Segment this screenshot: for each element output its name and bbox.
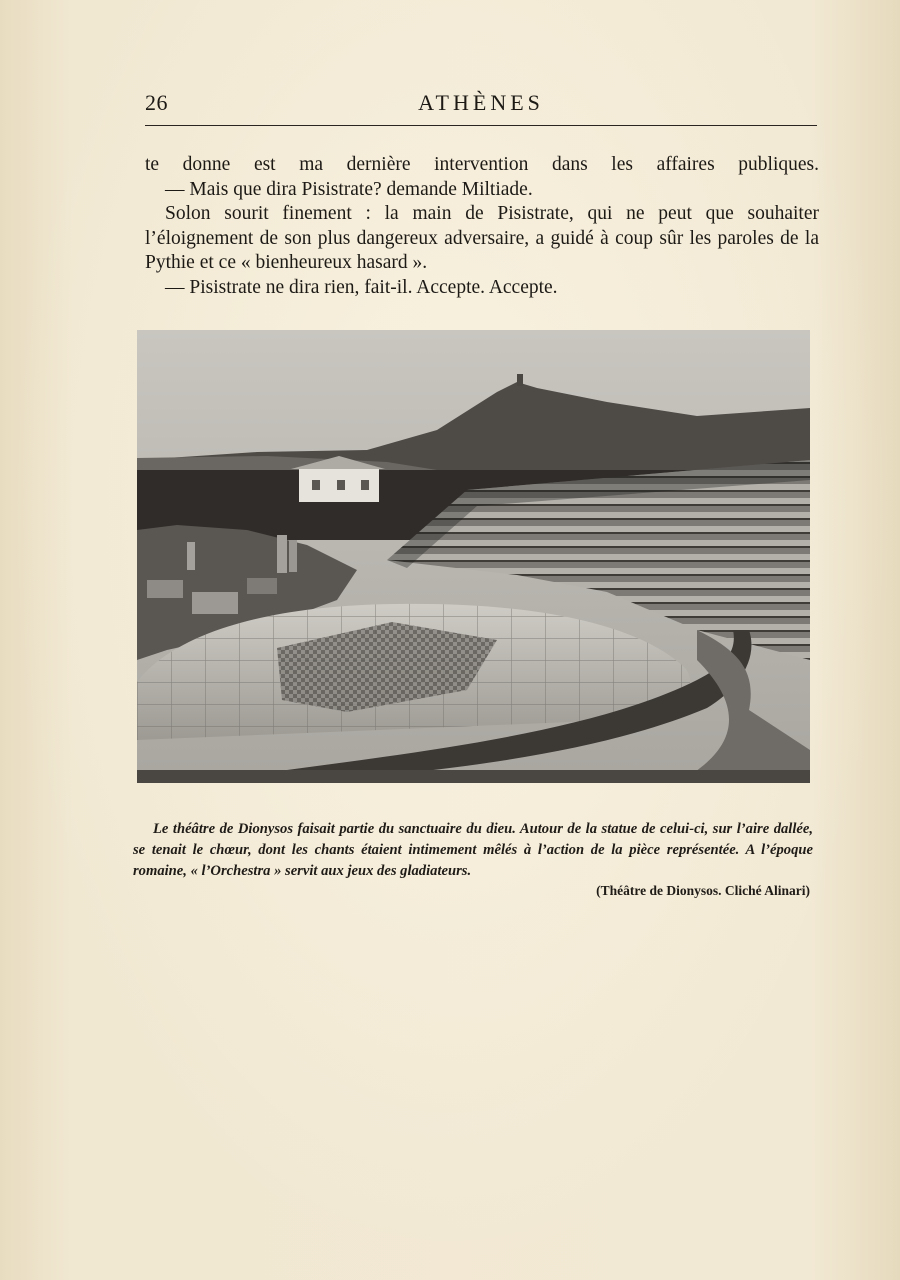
running-title: ATHÈNES (418, 90, 544, 115)
header-rule (145, 125, 817, 126)
paragraph-reply: — Pisistrate ne dira rien, fait-il. Accepte. Accepte. (165, 276, 558, 298)
paragraph-narration: Solon sourit finement : la main de Pisistrate, qui ne peut que souhaiter l’éloignement de son plus dangereux adversaire, a guidé à coup sûr les paroles de la Pythie et ce « bienheureux hasard ». (145, 203, 819, 273)
paragraph-dialogue: — Mais que dira Pisistrate? demande Miltiade. (165, 178, 533, 200)
monument-on-hill (517, 374, 523, 386)
body-text (145, 153, 819, 300)
paragraph-continuation: te donne est ma dernière intervention dans les affaires publiques. (145, 154, 819, 175)
photo-credit: (Théâtre de Dionysos. Cliché Alinari) (596, 883, 810, 898)
running-head (145, 88, 817, 118)
theatre-photo-drawing (137, 330, 810, 783)
page-number: 26 (145, 90, 168, 115)
figure-caption (133, 819, 813, 882)
caption-text: Le théâtre de Dionysos faisait partie du sanctuaire du dieu. Autour de la statue de celui-ci, sur l’aire dallée, se tenait le chœur, dont les chants étaient intimement mêlés à l’action de la pièce représentée. A l’époque romaine, « l’Orchestra » servit aux jeux des gladiateurs. (133, 821, 813, 879)
theatre-photograph (137, 330, 810, 783)
photo-bottom-edge (137, 770, 810, 783)
